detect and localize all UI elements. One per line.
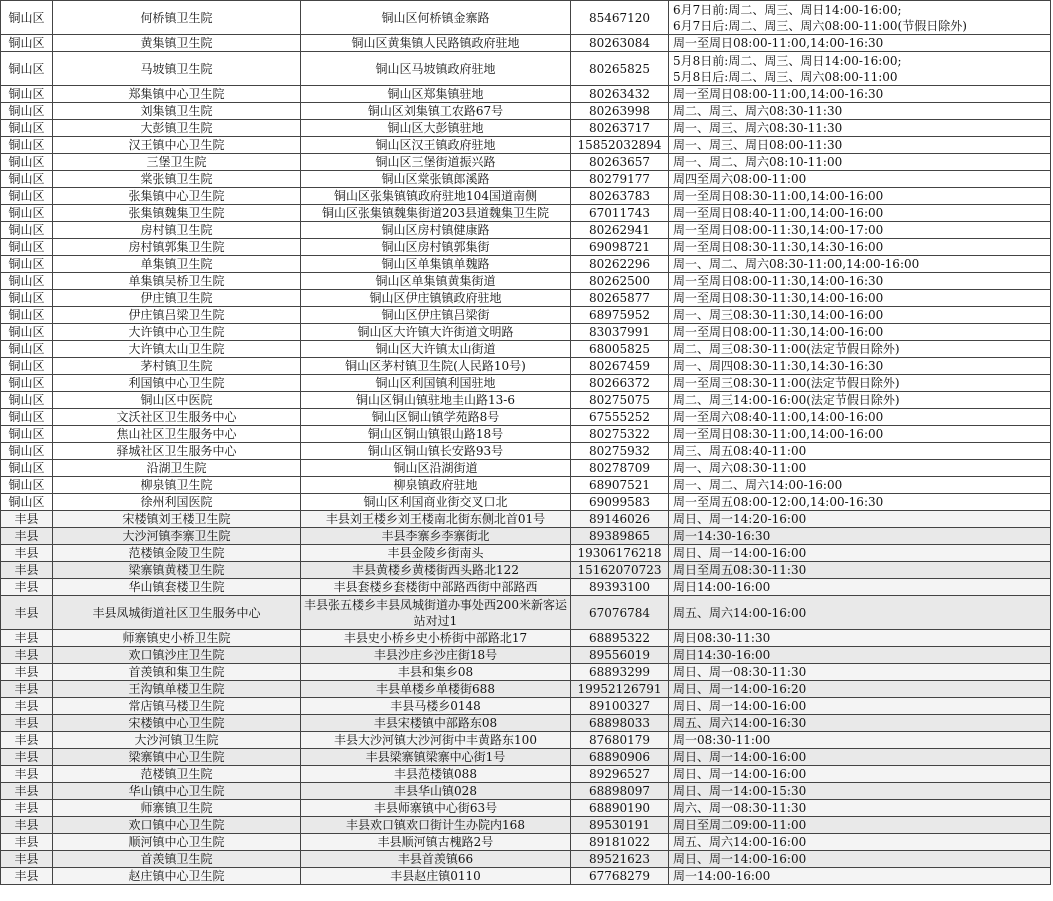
district-cell: 丰县 <box>1 834 53 851</box>
facility-name-cell: 徐州利国医院 <box>53 494 301 511</box>
hours-cell: 周一至周日08:00-11:00,14:00-16:30 <box>669 35 1051 52</box>
facility-name-cell: 师寨镇史小桥卫生院 <box>53 630 301 647</box>
hours-cell: 周日08:30-11:30 <box>669 630 1051 647</box>
hours-cell: 周五、周六14:00-16:30 <box>669 715 1051 732</box>
hours-cell: 周一至周日08:30-11:30,14:00-16:00 <box>669 290 1051 307</box>
hours-cell: 周一08:30-11:00 <box>669 732 1051 749</box>
table-row <box>1 749 1051 766</box>
address-cell: 铜山区茅村镇卫生院(人民路10号) <box>301 358 571 375</box>
phone-cell: 89296527 <box>571 766 669 783</box>
table-row <box>1 868 1051 885</box>
facility-name-cell: 欢口镇中心卫生院 <box>53 817 301 834</box>
district-cell: 铜山区 <box>1 324 53 341</box>
address-cell: 铜山区沿湖街道 <box>301 460 571 477</box>
table-row <box>1 205 1051 222</box>
table-row <box>1 562 1051 579</box>
hours-cell: 周一、周三、周日08:00-11:30 <box>669 137 1051 154</box>
address-cell: 丰县赵庄镇0110 <box>301 868 571 885</box>
address-cell: 丰县大沙河镇大沙河街中丰黄路东100 <box>301 732 571 749</box>
table-row <box>1 307 1051 324</box>
facility-name-cell: 沿湖卫生院 <box>53 460 301 477</box>
phone-cell: 83037991 <box>571 324 669 341</box>
facility-name-cell: 首羡镇卫生院 <box>53 851 301 868</box>
facility-name-cell: 郑集镇中心卫生院 <box>53 86 301 103</box>
hours-cell: 周日、周一14:00-15:30 <box>669 783 1051 800</box>
phone-cell: 80262500 <box>571 273 669 290</box>
facility-name-cell: 黄集镇卫生院 <box>53 35 301 52</box>
table-row <box>1 834 1051 851</box>
phone-cell: 89181022 <box>571 834 669 851</box>
table-row <box>1 256 1051 273</box>
phone-cell: 15162070723 <box>571 562 669 579</box>
phone-cell: 68890906 <box>571 749 669 766</box>
hours-cell: 周一、周四08:30-11:30,14:30-16:30 <box>669 358 1051 375</box>
hours-cell: 周日、周一14:00-16:00 <box>669 545 1051 562</box>
district-cell: 铜山区 <box>1 358 53 375</box>
table-row <box>1 647 1051 664</box>
table-row <box>1 460 1051 477</box>
address-cell: 铜山区房村镇健康路 <box>301 222 571 239</box>
address-cell: 铜山区伊庄镇镇政府驻地 <box>301 290 571 307</box>
phone-cell: 89389865 <box>571 528 669 545</box>
address-cell: 丰县黄楼乡黄楼街西头路北122 <box>301 562 571 579</box>
address-cell: 铜山区刘集镇工农路67号 <box>301 103 571 120</box>
district-cell: 丰县 <box>1 511 53 528</box>
table-row <box>1 630 1051 647</box>
address-cell: 丰县欢口镇欢口街计生办院内168 <box>301 817 571 834</box>
address-cell: 铜山区棠张镇郎溪路 <box>301 171 571 188</box>
hours-cell: 周一至周日08:30-11:30,14:30-16:00 <box>669 239 1051 256</box>
phone-cell: 80263998 <box>571 103 669 120</box>
facility-name-cell: 华山镇中心卫生院 <box>53 783 301 800</box>
district-cell: 丰县 <box>1 630 53 647</box>
address-cell: 铜山区张集镇镇政府驻地104国道南侧 <box>301 188 571 205</box>
phone-cell: 80263717 <box>571 120 669 137</box>
facility-name-cell: 张集镇中心卫生院 <box>53 188 301 205</box>
table-row <box>1 222 1051 239</box>
phone-cell: 80265825 <box>571 52 669 86</box>
district-cell: 丰县 <box>1 732 53 749</box>
facility-name-cell: 梁寨镇黄楼卫生院 <box>53 562 301 579</box>
address-cell: 丰县首羡镇66 <box>301 851 571 868</box>
phone-cell: 89146026 <box>571 511 669 528</box>
district-cell: 丰县 <box>1 562 53 579</box>
district-cell: 铜山区 <box>1 103 53 120</box>
phone-cell: 68893299 <box>571 664 669 681</box>
address-cell: 铜山区黄集镇人民路镇政府驻地 <box>301 35 571 52</box>
hours-cell: 周一、周二、周六14:00-16:00 <box>669 477 1051 494</box>
facility-name-cell: 伊庄镇吕梁卫生院 <box>53 307 301 324</box>
phone-cell: 80263783 <box>571 188 669 205</box>
facility-name-cell: 利国镇中心卫生院 <box>53 375 301 392</box>
address-cell: 丰县单楼乡单楼街688 <box>301 681 571 698</box>
facility-name-cell: 茅村镇卫生院 <box>53 358 301 375</box>
hours-cell: 周日、周一14:20-16:00 <box>669 511 1051 528</box>
phone-cell: 80265877 <box>571 290 669 307</box>
table-row <box>1 494 1051 511</box>
phone-cell: 69098721 <box>571 239 669 256</box>
district-cell: 铜山区 <box>1 120 53 137</box>
facility-name-cell: 单集镇卫生院 <box>53 256 301 273</box>
address-cell: 铜山区单集镇单魏路 <box>301 256 571 273</box>
district-cell: 铜山区 <box>1 35 53 52</box>
phone-cell: 19306176218 <box>571 545 669 562</box>
facility-name-cell: 宋楼镇刘王楼卫生院 <box>53 511 301 528</box>
phone-cell: 80279177 <box>571 171 669 188</box>
district-cell: 铜山区 <box>1 171 53 188</box>
district-cell: 丰县 <box>1 715 53 732</box>
table-row <box>1 596 1051 630</box>
phone-cell: 89393100 <box>571 579 669 596</box>
district-cell: 铜山区 <box>1 392 53 409</box>
table-row <box>1 783 1051 800</box>
district-cell: 丰县 <box>1 579 53 596</box>
address-cell: 铜山区利国商业街交叉口北 <box>301 494 571 511</box>
facility-name-cell: 宋楼镇中心卫生院 <box>53 715 301 732</box>
address-cell: 铜山区铜山镇长安路93号 <box>301 443 571 460</box>
table-row <box>1 290 1051 307</box>
district-cell: 丰县 <box>1 681 53 698</box>
hours-cell: 周一、周三08:30-11:30,14:00-16:00 <box>669 307 1051 324</box>
facility-name-cell: 范楼镇金陵卫生院 <box>53 545 301 562</box>
hours-cell: 周日14:30-16:00 <box>669 647 1051 664</box>
phone-cell: 68898097 <box>571 783 669 800</box>
table-row <box>1 52 1051 86</box>
phone-cell: 68898033 <box>571 715 669 732</box>
facility-name-cell: 文沃社区卫生服务中心 <box>53 409 301 426</box>
phone-cell: 68975952 <box>571 307 669 324</box>
phone-cell: 67768279 <box>571 868 669 885</box>
address-cell: 铜山区郑集镇驻地 <box>301 86 571 103</box>
address-cell: 铜山区铜山镇银山路18号 <box>301 426 571 443</box>
district-cell: 丰县 <box>1 749 53 766</box>
district-cell: 铜山区 <box>1 137 53 154</box>
table-row <box>1 579 1051 596</box>
phone-cell: 89100327 <box>571 698 669 715</box>
table-row <box>1 732 1051 749</box>
hours-cell: 周一、周六08:30-11:00 <box>669 460 1051 477</box>
table-row <box>1 324 1051 341</box>
table-row <box>1 103 1051 120</box>
address-cell: 铜山区大彭镇驻地 <box>301 120 571 137</box>
district-cell: 铜山区 <box>1 86 53 103</box>
table-row <box>1 681 1051 698</box>
facility-name-cell: 何桥镇卫生院 <box>53 1 301 35</box>
district-cell: 铜山区 <box>1 273 53 290</box>
address-cell: 铜山区汉王镇政府驻地 <box>301 137 571 154</box>
table-row <box>1 766 1051 783</box>
hours-cell: 周日至周五08:30-11:30 <box>669 562 1051 579</box>
hours-cell: 周一至周日08:30-11:00,14:00-16:00 <box>669 188 1051 205</box>
hours-cell: 周日、周一08:30-11:30 <box>669 664 1051 681</box>
table-row <box>1 664 1051 681</box>
phone-cell: 87680179 <box>571 732 669 749</box>
table-row <box>1 120 1051 137</box>
facility-name-cell: 范楼镇卫生院 <box>53 766 301 783</box>
district-cell: 铜山区 <box>1 307 53 324</box>
address-cell: 丰县梁寨镇梁寨中心街1号 <box>301 749 571 766</box>
hours-cell: 周一至周六08:40-11:00,14:00-16:00 <box>669 409 1051 426</box>
facility-name-cell: 大沙河镇李寨卫生院 <box>53 528 301 545</box>
table-row <box>1 273 1051 290</box>
district-cell: 铜山区 <box>1 494 53 511</box>
district-cell: 铜山区 <box>1 409 53 426</box>
table-row <box>1 171 1051 188</box>
district-cell: 丰县 <box>1 698 53 715</box>
phone-cell: 89521623 <box>571 851 669 868</box>
table-row <box>1 715 1051 732</box>
district-cell: 丰县 <box>1 817 53 834</box>
hours-cell: 周日、周一14:00-16:00 <box>669 766 1051 783</box>
facility-name-cell: 顺河镇中心卫生院 <box>53 834 301 851</box>
table-row <box>1 1 1051 35</box>
address-cell: 丰县范楼镇088 <box>301 766 571 783</box>
address-cell: 丰县张五楼乡丰县凤城街道办事处西200米新客运站对过1 <box>301 596 571 630</box>
phone-cell: 80275932 <box>571 443 669 460</box>
district-cell: 铜山区 <box>1 290 53 307</box>
hours-cell: 周一至周日08:30-11:00,14:00-16:00 <box>669 426 1051 443</box>
facility-name-cell: 三堡卫生院 <box>53 154 301 171</box>
district-cell: 铜山区 <box>1 443 53 460</box>
phone-cell: 68005825 <box>571 341 669 358</box>
table-row <box>1 477 1051 494</box>
facility-name-cell: 大彭镇卫生院 <box>53 120 301 137</box>
facility-name-cell: 棠张镇卫生院 <box>53 171 301 188</box>
table-row <box>1 35 1051 52</box>
address-cell: 丰县套楼乡套楼街中部路西街中部路西 <box>301 579 571 596</box>
facility-name-cell: 汉王镇中心卫生院 <box>53 137 301 154</box>
facility-name-cell: 梁寨镇中心卫生院 <box>53 749 301 766</box>
facility-name-cell: 首羡镇和集卫生院 <box>53 664 301 681</box>
district-cell: 铜山区 <box>1 52 53 86</box>
facility-name-cell: 房村镇卫生院 <box>53 222 301 239</box>
address-cell: 丰县金陵乡街南头 <box>301 545 571 562</box>
address-cell: 柳泉镇政府驻地 <box>301 477 571 494</box>
phone-cell: 80262296 <box>571 256 669 273</box>
facility-name-cell: 大沙河镇卫生院 <box>53 732 301 749</box>
hours-cell: 周二、周三08:30-11:00(法定节假日除外) <box>669 341 1051 358</box>
address-cell: 丰县沙庄乡沙庄街18号 <box>301 647 571 664</box>
district-cell: 丰县 <box>1 766 53 783</box>
hours-cell: 周一至周日08:00-11:30,14:00-17:00 <box>669 222 1051 239</box>
table-row <box>1 409 1051 426</box>
address-cell: 铜山区铜山镇学苑路8号 <box>301 409 571 426</box>
hours-cell: 周一至周三08:30-11:00(法定节假日除外) <box>669 375 1051 392</box>
table-row <box>1 528 1051 545</box>
hours-cell: 周一14:30-16:30 <box>669 528 1051 545</box>
table-row <box>1 392 1051 409</box>
phone-cell: 15852032894 <box>571 137 669 154</box>
phone-cell: 85467120 <box>571 1 669 35</box>
hours-cell: 周日14:00-16:00 <box>669 579 1051 596</box>
phone-cell: 68895322 <box>571 630 669 647</box>
district-cell: 铜山区 <box>1 477 53 494</box>
table-row <box>1 817 1051 834</box>
address-cell: 丰县师寨镇中心街63号 <box>301 800 571 817</box>
phone-cell: 80263432 <box>571 86 669 103</box>
table-row <box>1 800 1051 817</box>
facility-name-cell: 华山镇套楼卫生院 <box>53 579 301 596</box>
district-cell: 铜山区 <box>1 205 53 222</box>
address-cell: 丰县和集乡08 <box>301 664 571 681</box>
hours-cell: 周日、周一14:00-16:00 <box>669 698 1051 715</box>
facility-name-cell: 伊庄镇卫生院 <box>53 290 301 307</box>
phone-cell: 80267459 <box>571 358 669 375</box>
district-cell: 丰县 <box>1 596 53 630</box>
facility-name-cell: 柳泉镇卫生院 <box>53 477 301 494</box>
address-cell: 铜山区利国镇利国驻地 <box>301 375 571 392</box>
facility-name-cell: 驿城社区卫生服务中心 <box>53 443 301 460</box>
table-row <box>1 188 1051 205</box>
address-cell: 铜山区单集镇黄集街道 <box>301 273 571 290</box>
address-cell: 铜山区伊庄镇吕梁街 <box>301 307 571 324</box>
table-row <box>1 426 1051 443</box>
district-cell: 丰县 <box>1 800 53 817</box>
table-row <box>1 358 1051 375</box>
table-row <box>1 239 1051 256</box>
district-cell: 丰县 <box>1 783 53 800</box>
facility-name-cell: 欢口镇沙庄卫生院 <box>53 647 301 664</box>
table-row <box>1 698 1051 715</box>
phone-cell: 67555252 <box>571 409 669 426</box>
phone-cell: 80266372 <box>571 375 669 392</box>
hours-cell: 周一至周日08:00-11:30,14:00-16:30 <box>669 273 1051 290</box>
district-cell: 铜山区 <box>1 188 53 205</box>
hours-cell: 6月7日前:周二、周三、周日14:00-16:00; 6月7日后:周二、周三、周六08:00-11:00(节假日除外) <box>669 1 1051 35</box>
table-row <box>1 511 1051 528</box>
district-cell: 丰县 <box>1 851 53 868</box>
facility-name-cell: 师寨镇卫生院 <box>53 800 301 817</box>
hours-cell: 周一14:00-16:00 <box>669 868 1051 885</box>
facility-name-cell: 房村镇郭集卫生院 <box>53 239 301 256</box>
hours-cell: 周一至周日08:40-11:00,14:00-16:00 <box>669 205 1051 222</box>
table-row <box>1 443 1051 460</box>
district-cell: 丰县 <box>1 545 53 562</box>
district-cell: 铜山区 <box>1 222 53 239</box>
facility-name-cell: 赵庄镇中心卫生院 <box>53 868 301 885</box>
facility-name-cell: 刘集镇卫生院 <box>53 103 301 120</box>
phone-cell: 68907521 <box>571 477 669 494</box>
phone-cell: 89556019 <box>571 647 669 664</box>
address-cell: 丰县刘王楼乡刘王楼南北街东侧北首01号 <box>301 511 571 528</box>
phone-cell: 80262941 <box>571 222 669 239</box>
facility-name-cell: 王沟镇单楼卫生院 <box>53 681 301 698</box>
address-cell: 丰县华山镇028 <box>301 783 571 800</box>
facility-name-cell: 张集镇魏集卫生院 <box>53 205 301 222</box>
phone-cell: 67076784 <box>571 596 669 630</box>
table-body <box>1 1 1051 885</box>
hours-cell: 周一、周二、周六08:10-11:00 <box>669 154 1051 171</box>
table-row <box>1 341 1051 358</box>
district-cell: 铜山区 <box>1 375 53 392</box>
district-cell: 丰县 <box>1 647 53 664</box>
table-row <box>1 137 1051 154</box>
table-row <box>1 375 1051 392</box>
district-cell: 铜山区 <box>1 154 53 171</box>
address-cell: 铜山区铜山镇驻地圭山路13-6 <box>301 392 571 409</box>
address-cell: 铜山区大许镇大许街道文明路 <box>301 324 571 341</box>
facility-name-cell: 大许镇中心卫生院 <box>53 324 301 341</box>
address-cell: 丰县李寨乡李寨街北 <box>301 528 571 545</box>
phone-cell: 68890190 <box>571 800 669 817</box>
phone-cell: 67011743 <box>571 205 669 222</box>
phone-cell: 80263657 <box>571 154 669 171</box>
hours-cell: 周日、周一14:00-16:00 <box>669 749 1051 766</box>
hours-cell: 周一至周五08:00-12:00,14:00-16:30 <box>669 494 1051 511</box>
hours-cell: 周一至周日08:00-11:30,14:00-16:00 <box>669 324 1051 341</box>
district-cell: 铜山区 <box>1 460 53 477</box>
facility-name-cell: 铜山区中医院 <box>53 392 301 409</box>
hours-cell: 周五、周六14:00-16:00 <box>669 596 1051 630</box>
table-row <box>1 86 1051 103</box>
hours-cell: 周一、周三、周六08:30-11:30 <box>669 120 1051 137</box>
hours-cell: 周二、周三14:00-16:00(法定节假日除外) <box>669 392 1051 409</box>
address-cell: 丰县顺河镇古槐路2号 <box>301 834 571 851</box>
hours-cell: 5月8日前:周二、周三、周日14:00-16:00; 5月8日后:周二、周三、周六08:00-11:00 <box>669 52 1051 86</box>
facility-name-cell: 单集镇吴桥卫生院 <box>53 273 301 290</box>
table-row <box>1 851 1051 868</box>
facility-name-cell: 丰县凤城街道社区卫生服务中心 <box>53 596 301 630</box>
address-cell: 铜山区三堡街道振兴路 <box>301 154 571 171</box>
address-cell: 丰县马楼乡0148 <box>301 698 571 715</box>
table-row <box>1 545 1051 562</box>
facility-name-cell: 焦山社区卫生服务中心 <box>53 426 301 443</box>
district-cell: 铜山区 <box>1 341 53 358</box>
hours-cell: 周五、周六14:00-16:00 <box>669 834 1051 851</box>
table-row <box>1 154 1051 171</box>
hours-cell: 周日、周一14:00-16:00 <box>669 851 1051 868</box>
phone-cell: 80278709 <box>571 460 669 477</box>
address-cell: 铜山区张集镇魏集街道203县道魏集卫生院 <box>301 205 571 222</box>
hours-cell: 周日、周一14:00-16:20 <box>669 681 1051 698</box>
hours-cell: 周六、周一08:30-11:30 <box>669 800 1051 817</box>
phone-cell: 80263084 <box>571 35 669 52</box>
district-cell: 丰县 <box>1 528 53 545</box>
district-cell: 铜山区 <box>1 239 53 256</box>
address-cell: 铜山区马坡镇政府驻地 <box>301 52 571 86</box>
address-cell: 铜山区大许镇太山街道 <box>301 341 571 358</box>
facility-name-cell: 常店镇马楼卫生院 <box>53 698 301 715</box>
address-cell: 铜山区何桥镇金寨路 <box>301 1 571 35</box>
facility-name-cell: 大许镇太山卫生院 <box>53 341 301 358</box>
hours-cell: 周日至周二09:00-11:00 <box>669 817 1051 834</box>
phone-cell: 80275322 <box>571 426 669 443</box>
address-cell: 丰县史小桥乡史小桥街中部路北17 <box>301 630 571 647</box>
hours-cell: 周二、周三、周六08:30-11:30 <box>669 103 1051 120</box>
phone-cell: 69099583 <box>571 494 669 511</box>
phone-cell: 89530191 <box>571 817 669 834</box>
hours-cell: 周一、周二、周六08:30-11:00,14:00-16:00 <box>669 256 1051 273</box>
hours-cell: 周一至周日08:00-11:00,14:00-16:30 <box>669 86 1051 103</box>
district-cell: 铜山区 <box>1 426 53 443</box>
phone-cell: 80275075 <box>571 392 669 409</box>
district-cell: 丰县 <box>1 868 53 885</box>
address-cell: 铜山区房村镇郭集街 <box>301 239 571 256</box>
phone-cell: 19952126791 <box>571 681 669 698</box>
hours-cell: 周四至周六08:00-11:00 <box>669 171 1051 188</box>
facility-name-cell: 马坡镇卫生院 <box>53 52 301 86</box>
district-cell: 铜山区 <box>1 1 53 35</box>
district-cell: 丰县 <box>1 664 53 681</box>
address-cell: 丰县宋楼镇中部路东08 <box>301 715 571 732</box>
district-cell: 铜山区 <box>1 256 53 273</box>
hours-cell: 周三、周五08:40-11:00 <box>669 443 1051 460</box>
